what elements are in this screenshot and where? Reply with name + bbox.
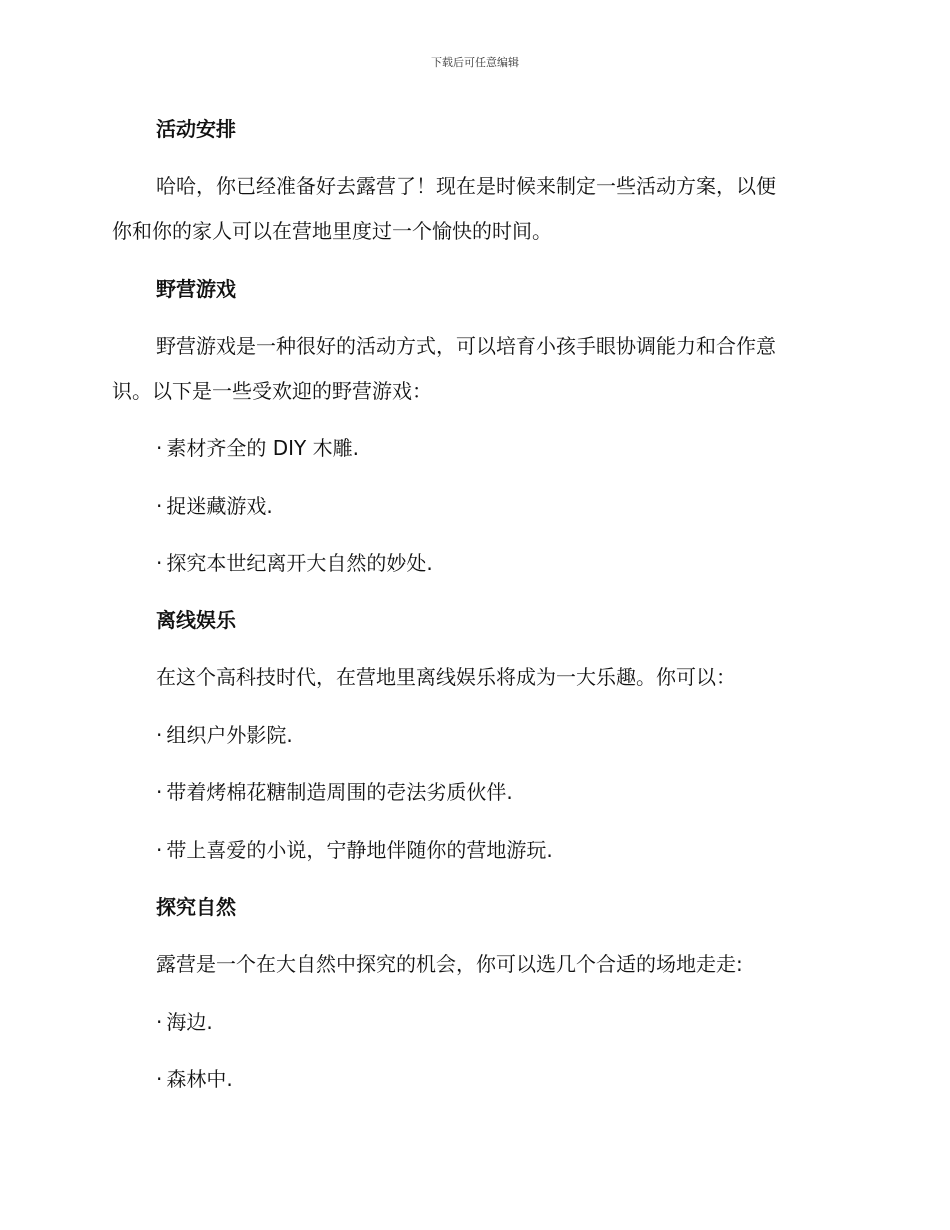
list-item [156, 778, 882, 806]
paragraph-line: 你和你的家人可以在营地里度过一个愉快的时间。 [112, 219, 552, 243]
paragraph-line: 露营是一个在大自然中探究的机会，你可以选几个合适的场地走走: [156, 952, 743, 976]
list-item-text: 森林中. [166, 1067, 233, 1091]
paragraph-line: 野营游戏是一种很好的活动方式，可以培育小孩手眼协调能力和合作意 [156, 334, 776, 358]
paragraph-line: 在这个高科技时代，在营地里离线娱乐将成为一大乐趣。你可以： [156, 665, 736, 689]
list-item [156, 549, 882, 577]
list-item-text: 带上喜爱的小说，宁静地伴随你的营地游玩. [166, 838, 553, 862]
bullet-icon: · [156, 551, 163, 575]
list-item [156, 721, 882, 749]
bullet-icon: · [156, 494, 163, 518]
bullet-icon: · [156, 1067, 163, 1091]
page-header-note: 下载后可任意编辑 [431, 56, 519, 69]
bullet-icon: · [156, 780, 163, 804]
bullet-icon: · [156, 723, 163, 747]
bullet-icon: · [156, 1010, 163, 1034]
list-item [156, 1065, 882, 1093]
list-item-text: 捉迷藏游戏. [166, 494, 273, 518]
paragraph-line: 哈哈，你已经准备好去露营了！现在是时候来制定一些活动方案，以便 [156, 174, 776, 198]
list-item [156, 1008, 882, 1036]
list-item-text: 探究本世纪离开大自然的妙处. [166, 551, 433, 575]
paragraph-line: 识。以下是一些受欢迎的野营游戏： [112, 379, 432, 403]
section-heading-nature: 探究自然 [156, 895, 236, 919]
bullet-icon: · [156, 436, 163, 460]
section-heading-games: 野营游戏 [156, 277, 236, 301]
list-item-text: 带着烤棉花糖制造周围的壱法劣质伙伴. [166, 780, 513, 804]
list-item-text: 海边. [166, 1010, 213, 1034]
list-item-text: 素材齐全的 DIY 木雕. [166, 436, 359, 460]
list-item [156, 492, 882, 520]
bullet-icon: · [156, 838, 163, 862]
list-item [156, 434, 882, 462]
list-item-text: 组织户外影院. [166, 723, 293, 747]
list-item [156, 836, 882, 864]
section-heading-offline: 离线娱乐 [156, 608, 236, 632]
section-heading-activity: 活动安排 [156, 117, 236, 141]
